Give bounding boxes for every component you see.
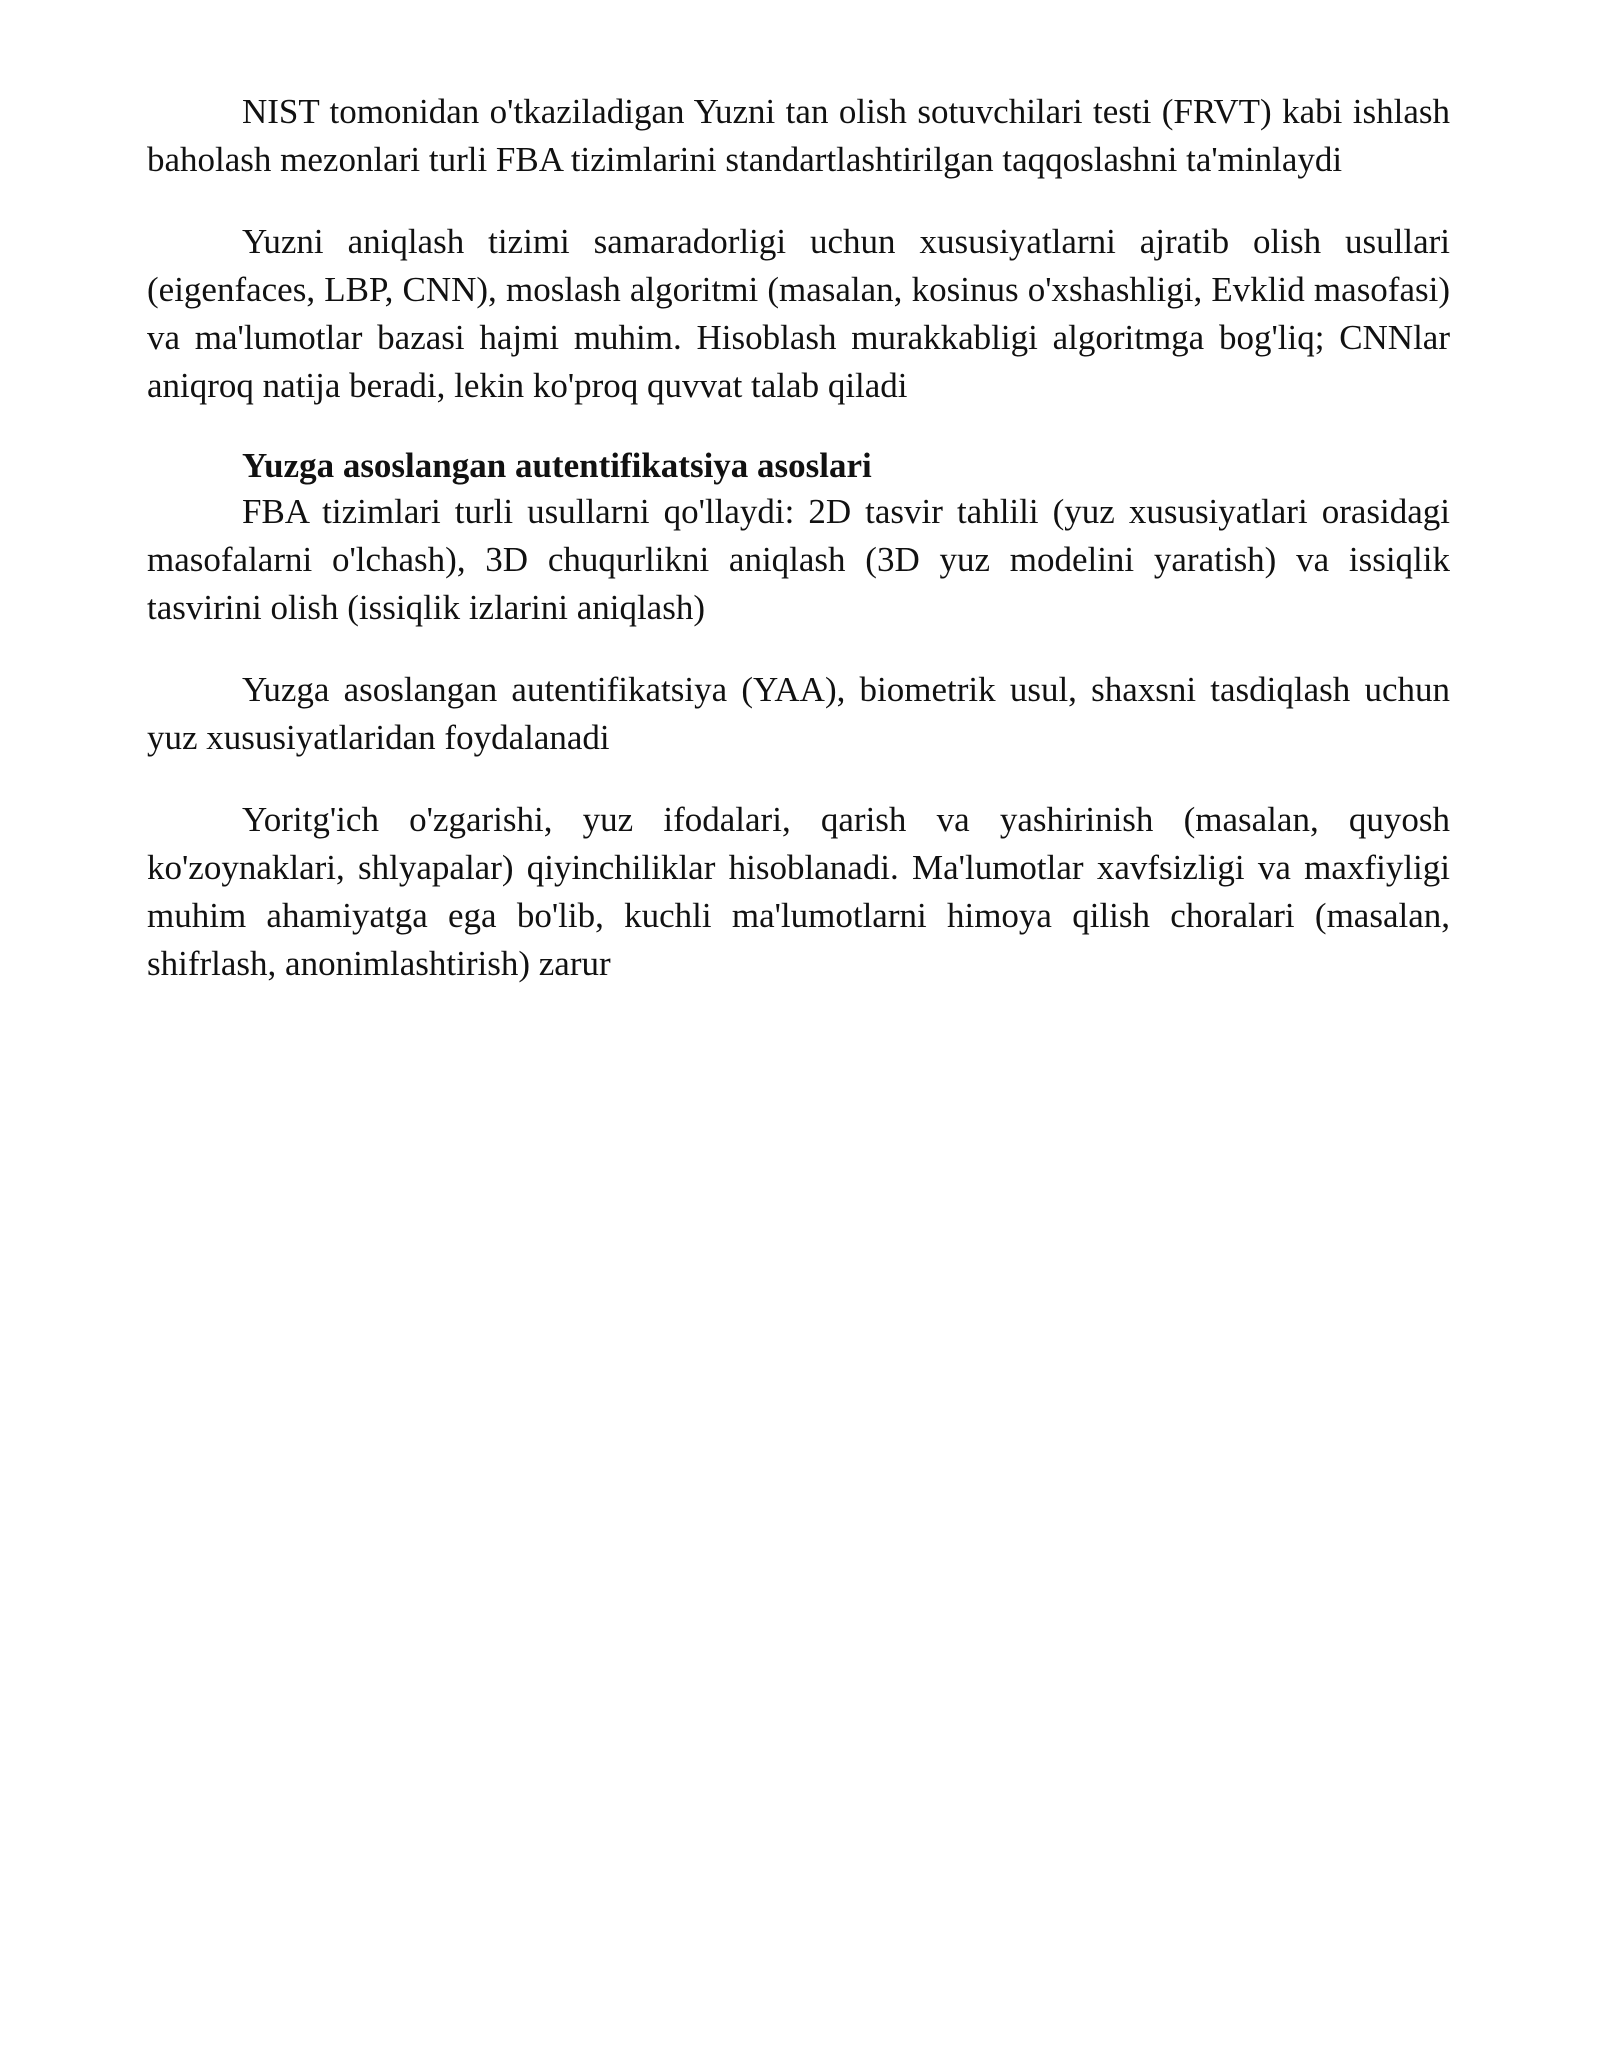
paragraph-challenges: Yoritg'ich o'zgarishi, yuz ifodalari, qarish va yashirinish (masalan, quyosh ko'zoynaklari, shlyapalar) qiyinchiliklar hisoblanadi. Ma'lumotlar xavfsizligi va maxfiyligi muhim ahamiyatga ega bo'lib, kuchli ma'lumotlarni himoya qilish choralari (masalan, shifrlash, anonimlashtirish) zarur: [147, 800, 1450, 983]
document-body: [147, 88, 1450, 1022]
paragraph-face-detection-efficiency: Yuzni aniqlash tizimi samaradorligi uchun xususiyatlarni ajratib olish usullari (eigenfaces, LBP, CNN), moslash algoritmi (masalan, kosinus o'xshashligi, Evklid masofasi) va ma'lumotlar bazasi hajmi muhim. Hisoblash murakkabligi algoritmga bog'liq; CNNlar aniqroq natija beradi, lekin ko'proq quvvat talab qiladi: [147, 222, 1450, 405]
paragraph-frvt: NIST tomonidan o'tkaziladigan Yuzni tan olish sotuvchilari testi (FRVT) kabi ishlash baholash mezonlari turli FBA tizimlarini standartlashtirilgan taqqoslashni ta'minlaydi: [147, 92, 1450, 179]
paragraph-yaa-definition: Yuzga asoslangan autentifikatsiya (YAA), biometrik usul, shaxsni tasdiqlash uchun yuz xususiyatlaridan foydalanadi: [147, 670, 1450, 757]
section-heading: Yuzga asoslangan autentifikatsiya asoslari: [242, 446, 872, 485]
paragraph-fba-methods: FBA tizimlari turli usullarni qo'llaydi: 2D tasvir tahlili (yuz xususiyatlari orasidagi masofalarni o'lchash), 3D chuqurlikni aniqlash (3D yuz modelini yaratish) va issiqlik tasvirini olish (issiqlik izlarini aniqlash): [147, 492, 1450, 627]
